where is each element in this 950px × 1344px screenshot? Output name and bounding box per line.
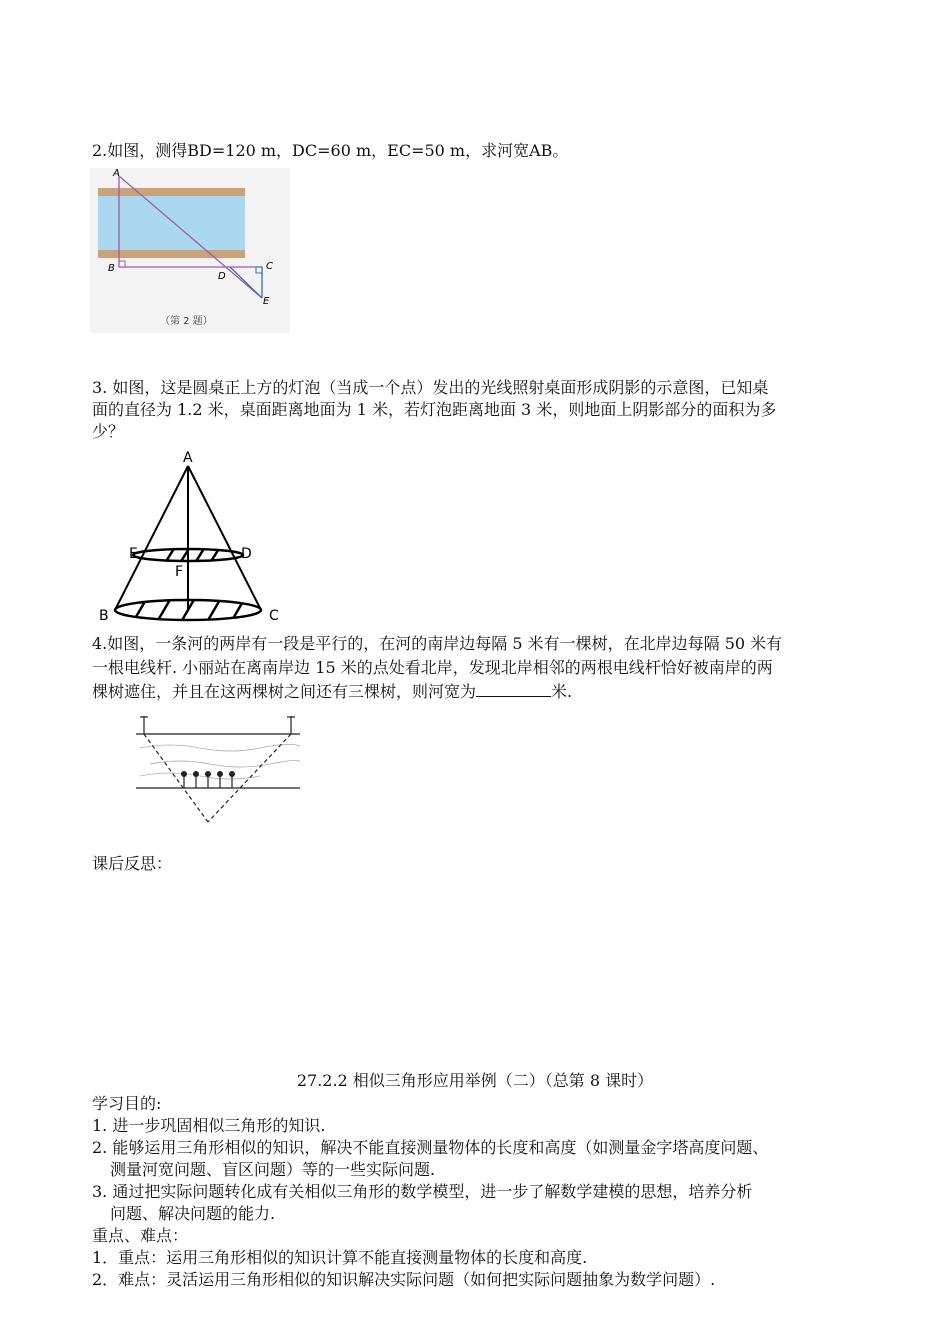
q4-line1: 4.如图，一条河的两岸有一段是平行的，在河的南岸边每隔 5 米有一棵树，在北岸边每隔 50 米有 bbox=[92, 634, 783, 653]
label-D: D bbox=[218, 271, 226, 282]
key-point-2: 2．难点：灵活运用三角形相似的知识解决实际问题（如何把实际问题抽象为数学问题）. bbox=[92, 1270, 716, 1289]
figure-caption: （第 2 题） bbox=[160, 316, 213, 327]
goals-heading: 学习目的: bbox=[92, 1094, 162, 1113]
q4-line2: 一根电线杆. 小丽站在离南岸边 15 米的点处看北岸，发现北岸相邻的两根电线杆恰好被南岸的两 bbox=[92, 658, 773, 677]
label-E: E bbox=[129, 546, 138, 562]
q3-line1: 3. 如图，这是圆桌正上方的灯泡（当成一个点）发出的光线照射桌面形成阴影的示意图，已知桌 bbox=[92, 378, 769, 397]
q3-line3: 少？ bbox=[92, 422, 125, 441]
north-bank bbox=[98, 188, 245, 196]
answer-blank bbox=[476, 682, 551, 697]
goal-3b: 问题、解决问题的能力. bbox=[110, 1204, 276, 1223]
label-A: A bbox=[113, 168, 120, 179]
lesson-title: 27.2.2 相似三角形应用举例（二）（总第 8 课时） bbox=[296, 1071, 654, 1090]
label-C: C bbox=[266, 261, 273, 272]
q4-line3: 棵树遮住，并且在这两棵树之间还有三棵树，则河宽为 米. bbox=[92, 682, 573, 701]
reflection-label: 课后反思： bbox=[92, 854, 173, 873]
label-C: C bbox=[269, 608, 279, 624]
key-point-1: 1．重点：运用三角形相似的知识计算不能直接测量物体的长度和高度. bbox=[92, 1248, 588, 1267]
label-F: F bbox=[175, 564, 184, 580]
label-B: B bbox=[108, 263, 115, 274]
q2-text: 2.如图，测得BD=120 m，DC=60 m，EC=50 m，求河宽AB。 bbox=[92, 141, 569, 160]
label-E: E bbox=[263, 296, 270, 307]
river-poles-figure bbox=[130, 708, 310, 828]
goal-3a: 3. 通过把实际问题转化成有关相似三角形的数学模型，进一步了解数学建模的思想，培养分析 bbox=[92, 1182, 753, 1201]
q3-line2: 面的直径为 1.2 米，桌面距离地面为 1 米，若灯泡距离地面 3 米，则地面上阴影部分的面积为多 bbox=[92, 400, 777, 419]
key-heading: 重点、难点： bbox=[92, 1226, 189, 1245]
goal-2b: 测量河宽问题、盲区问题）等的一些实际问题. bbox=[110, 1160, 436, 1179]
label-B: B bbox=[99, 608, 109, 624]
goal-1: 1. 进一步巩固相似三角形的知识. bbox=[92, 1116, 326, 1135]
label-A: A bbox=[183, 450, 193, 466]
river-water bbox=[98, 196, 245, 250]
label-D: D bbox=[241, 546, 252, 562]
lamp-shadow-figure bbox=[95, 448, 290, 624]
river-width-figure bbox=[90, 168, 290, 333]
south-bank bbox=[98, 250, 245, 258]
goal-2a: 2. 能够运用三角形相似的知识，解决不能直接测量物体的长度和高度（如测量金字塔高度问题、 bbox=[92, 1138, 769, 1157]
